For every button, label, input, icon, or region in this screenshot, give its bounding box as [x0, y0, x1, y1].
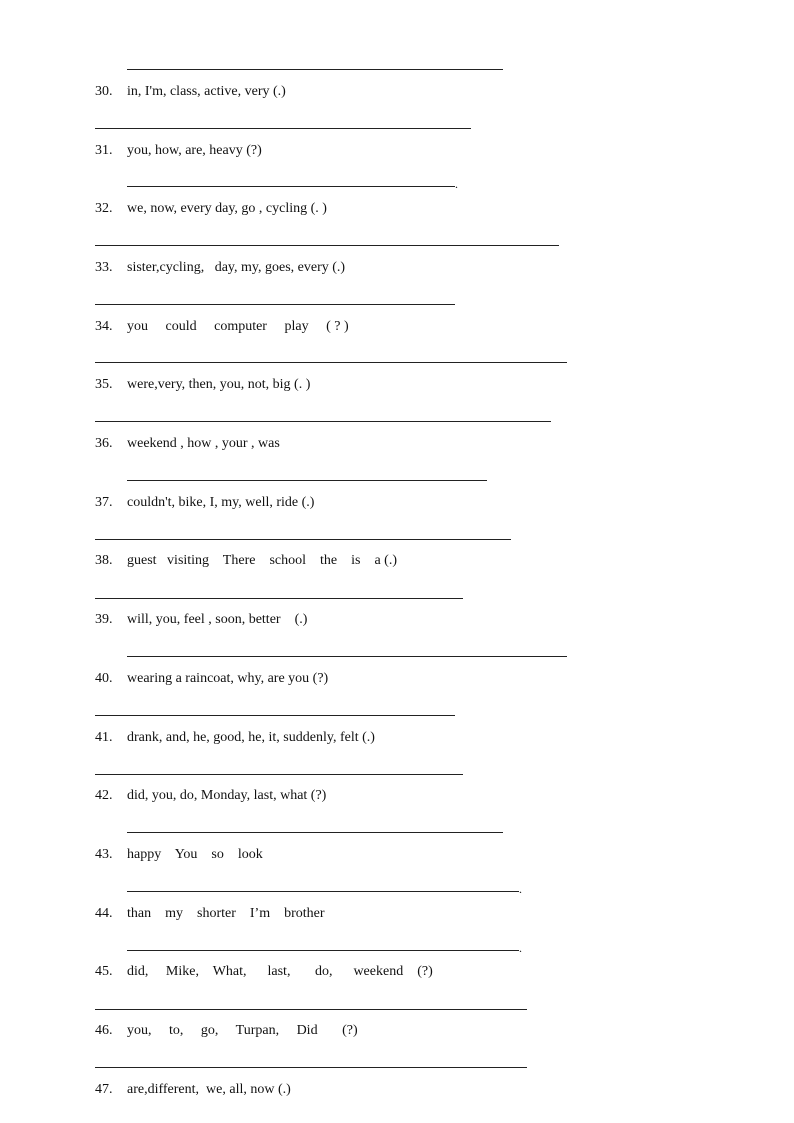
question-number: 34. — [95, 319, 113, 334]
question-item — [95, 142, 262, 160]
question-item — [95, 1081, 291, 1099]
question-item — [95, 552, 397, 570]
question-words: will, you, feel , soon, better (.) — [127, 612, 308, 627]
question-item — [95, 318, 349, 336]
question-number: 40. — [95, 671, 113, 686]
question-number: 45. — [95, 964, 113, 979]
question-words: were,very, then, you, not, big (. ) — [127, 377, 311, 392]
question-number: 32. — [95, 201, 113, 216]
answer-line[interactable] — [95, 245, 559, 246]
question-item — [95, 846, 263, 864]
question-words: weekend , how , your , was — [127, 436, 280, 451]
answer-line[interactable] — [127, 891, 519, 892]
answer-line[interactable] — [127, 69, 503, 70]
question-number: 47. — [95, 1082, 113, 1097]
answer-line[interactable] — [127, 186, 455, 187]
question-words: in, I'm, class, active, very (.) — [127, 84, 286, 99]
question-words: couldn't, bike, I, my, well, ride (.) — [127, 495, 315, 510]
question-item — [95, 376, 310, 394]
answer-line[interactable] — [95, 1067, 527, 1068]
answer-line[interactable] — [95, 128, 471, 129]
answer-line[interactable] — [127, 832, 503, 833]
question-words: did, Mike, What, last, do, weekend (?) — [127, 964, 433, 979]
question-item — [95, 259, 345, 277]
question-item — [95, 611, 307, 629]
question-item — [95, 1022, 358, 1040]
question-number: 38. — [95, 553, 113, 568]
answer-line[interactable] — [95, 362, 567, 363]
question-number: 37. — [95, 495, 113, 510]
answer-line[interactable] — [95, 715, 455, 716]
question-item — [95, 435, 280, 453]
question-words: you, how, are, heavy (?) — [127, 143, 262, 158]
question-item — [95, 494, 314, 512]
question-number: 30. — [95, 84, 113, 99]
question-words: we, now, every day, go , cycling (. ) — [127, 201, 327, 216]
question-item — [95, 729, 375, 747]
question-number: 33. — [95, 260, 113, 275]
question-words: are,different, we, all, now (.) — [127, 1082, 291, 1097]
question-words: happy You so look — [127, 847, 263, 862]
question-item — [95, 83, 286, 101]
answer-line[interactable] — [127, 950, 519, 951]
question-item — [95, 963, 433, 981]
question-words: guest visiting There school the is a (.) — [127, 553, 397, 568]
question-words: wearing a raincoat, why, are you (?) — [127, 671, 329, 686]
question-number: 46. — [95, 1023, 113, 1038]
period-mark: . — [455, 177, 458, 191]
answer-line[interactable] — [127, 480, 487, 481]
question-number: 39. — [95, 612, 113, 627]
question-number: 35. — [95, 377, 113, 392]
question-number: 42. — [95, 788, 113, 803]
question-item — [95, 200, 327, 218]
question-number: 43. — [95, 847, 113, 862]
period-mark: . — [519, 941, 522, 955]
question-number: 31. — [95, 143, 113, 158]
question-number: 41. — [95, 730, 113, 745]
answer-line[interactable] — [95, 304, 455, 305]
question-words: did, you, do, Monday, last, what (?) — [127, 788, 327, 803]
question-words: you, to, go, Turpan, Did (?) — [127, 1023, 358, 1038]
answer-line[interactable] — [95, 421, 551, 422]
question-number: 36. — [95, 436, 113, 451]
answer-line[interactable] — [95, 539, 511, 540]
answer-line[interactable] — [95, 774, 463, 775]
question-words: sister,cycling, day, my, goes, every (.) — [127, 260, 346, 275]
question-item — [95, 905, 325, 923]
question-item — [95, 787, 326, 805]
answer-line[interactable] — [127, 656, 567, 657]
question-item — [95, 670, 328, 688]
question-number: 44. — [95, 906, 113, 921]
question-words: drank, and, he, good, he, it, suddenly, felt (.) — [127, 730, 375, 745]
answer-line[interactable] — [95, 598, 463, 599]
question-words: you could computer play ( ? ) — [127, 319, 349, 334]
period-mark: . — [519, 882, 522, 896]
answer-line[interactable] — [95, 1009, 527, 1010]
question-words: than my shorter I’m brother — [127, 906, 325, 921]
